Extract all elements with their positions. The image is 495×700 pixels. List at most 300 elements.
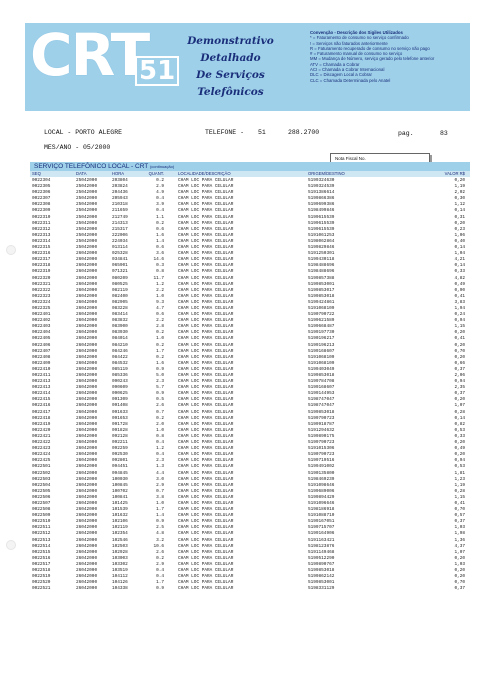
row-destination: 5199689006	[308, 488, 335, 494]
row-value: 1,19	[454, 482, 465, 488]
row-date: 26042000	[76, 507, 98, 513]
row-date: 25042000	[76, 238, 98, 244]
row-quantity: 3.2	[156, 537, 164, 543]
row-date: 26042000	[76, 318, 98, 324]
section-subtitle: (continuação)	[149, 164, 175, 169]
row-description: CHAM LOC PARA CELULAR	[178, 476, 234, 482]
row-value: 0,31	[454, 214, 465, 220]
row-value: 0,49	[454, 446, 465, 452]
row-date: 26042000	[76, 470, 98, 476]
row-value: 0,14	[454, 245, 465, 251]
column-header-value: VALOR R$	[444, 171, 465, 176]
row-value: 0,90	[454, 287, 465, 293]
row-destination: 5190790722	[308, 312, 335, 318]
row-quantity: 1.2	[156, 281, 164, 287]
row-description: CHAM LOC PARA CELULAR	[178, 190, 234, 196]
row-description: CHAM LOC PARA CELULAR	[178, 537, 234, 543]
row-destination: 5198747047	[308, 403, 335, 409]
row-seq: 0022507	[32, 500, 51, 506]
row-time: 212749	[112, 214, 128, 220]
row-date: 26042000	[76, 281, 98, 287]
row-destination: 5198469239	[308, 476, 335, 482]
row-date: 26042000	[76, 519, 98, 525]
row-quantity: 2.3	[156, 458, 164, 464]
row-time: 210318	[112, 202, 128, 208]
row-value: 1,07	[454, 403, 465, 409]
row-date: 26042000	[76, 525, 98, 531]
row-time: 104112	[112, 574, 128, 580]
row-destination: 5199324630	[308, 178, 335, 183]
row-seq: 0022320	[32, 275, 51, 281]
row-quantity: 0.4	[156, 568, 164, 573]
row-description: CHAM LOC PARA CELULAR	[178, 415, 234, 421]
row-time: 092211	[112, 440, 128, 446]
row-time: 091633	[112, 409, 128, 415]
row-quantity: 4.4	[156, 470, 164, 476]
row-time: 091309	[112, 397, 128, 403]
row-seq: 0022415	[32, 397, 51, 403]
row-value: 3,83	[454, 299, 465, 305]
row-quantity: 0.5	[156, 397, 164, 403]
row-quantity: 2.2	[156, 287, 164, 293]
row-seq: 0022309	[32, 208, 51, 214]
row-time: 101425	[112, 500, 128, 506]
row-quantity: 1.6	[156, 232, 164, 238]
row-date: 26042000	[76, 379, 98, 385]
row-description: CHAM LOC PARA CELULAR	[178, 336, 234, 342]
row-date: 26042000	[76, 537, 98, 543]
row-destination: 5191068109	[308, 354, 335, 360]
row-value: 0,20	[454, 342, 465, 348]
row-value: 4,37	[454, 543, 465, 549]
row-destination: 5199719516	[308, 458, 335, 464]
row-time: 083930	[112, 330, 128, 336]
row-value: 0,94	[454, 379, 465, 385]
row-time: 102119	[112, 525, 128, 531]
row-date: 26042000	[76, 354, 98, 360]
row-seq: 0022413	[32, 385, 51, 391]
row-value: 0,14	[454, 263, 465, 269]
row-description: CHAM LOC PARA CELULAR	[178, 427, 234, 433]
row-date: 26042000	[76, 476, 98, 482]
row-value: 4,21	[454, 257, 465, 263]
row-destination: 5191015306	[308, 446, 335, 452]
row-time: 103302	[112, 561, 128, 567]
row-time: 100702	[112, 488, 128, 494]
binder-hole	[6, 540, 16, 550]
row-seq: 0022316	[32, 251, 51, 257]
row-date: 25042000	[76, 208, 98, 214]
row-date: 26042000	[76, 275, 98, 281]
row-value: 0,94	[454, 458, 465, 464]
row-destination: 5199853017	[308, 287, 335, 293]
row-quantity: 3.0	[156, 476, 164, 482]
row-destination: 5199853001	[308, 281, 335, 287]
row-destination: 5191163421	[308, 537, 335, 543]
row-time: 090609	[112, 385, 128, 391]
row-seq: 0022417	[32, 409, 51, 415]
page-label: pag.	[398, 130, 414, 137]
row-description: CHAM LOC PARA CELULAR	[178, 494, 234, 500]
phone-label: TELEFONE -	[205, 129, 245, 136]
title-line-1: Demonstrativo Detalhado	[187, 35, 274, 64]
row-time: 211659	[112, 208, 128, 214]
row-quantity: 0.4	[156, 452, 164, 458]
legend-line: ATV = Chamada a Cobrar	[310, 61, 360, 67]
row-time: 034841	[112, 257, 128, 263]
row-destination: 5199866386	[308, 196, 335, 202]
row-time: 080525	[112, 281, 128, 287]
row-date: 26042000	[76, 580, 98, 586]
row-time: 091653	[112, 415, 128, 421]
row-destination: 5198062864	[308, 238, 335, 244]
row-seq: 0022406	[32, 342, 51, 348]
section-header	[30, 162, 470, 171]
row-time: 102503	[112, 543, 128, 549]
logo-area-code: 51	[135, 56, 179, 86]
table-row	[30, 586, 470, 592]
row-destination: 5199784708	[308, 379, 335, 385]
row-seq: 0022520	[32, 580, 51, 586]
row-value: 0,41	[454, 293, 465, 299]
row-description: CHAM LOC PARA CELULAR	[178, 574, 234, 580]
row-destination: 5198331129	[308, 586, 335, 592]
locality-label: LOCAL - PORTO ALEGRE	[44, 129, 123, 136]
row-value: 1,12	[454, 202, 465, 208]
row-destination: 5199164906	[308, 531, 335, 537]
row-destination: 5199890767	[308, 561, 335, 567]
row-destination: 5199853001	[308, 580, 335, 586]
row-date: 26042000	[76, 330, 98, 336]
row-quantity: 1.0	[156, 427, 164, 433]
row-seq: 0022517	[32, 561, 51, 567]
row-quantity: 1.4	[156, 513, 164, 519]
row-value: 0,20	[454, 440, 465, 446]
row-quantity: 2.5	[156, 525, 164, 531]
row-quantity: 0.2	[156, 555, 164, 561]
row-destination: 5199853018	[308, 409, 335, 415]
row-description: CHAM LOC PARA CELULAR	[178, 409, 234, 415]
row-description: CHAM LOC PARA CELULAR	[178, 403, 234, 409]
row-destination: 5191098646	[308, 482, 335, 488]
row-date: 26042000	[76, 433, 98, 439]
invoice-number-label: Nota Fiscal No.	[335, 156, 366, 161]
row-value: 0,66	[454, 360, 465, 366]
row-destination: 5198488696	[308, 269, 335, 275]
row-seq: 0022410	[32, 366, 51, 372]
row-description: CHAM LOC PARA CELULAR	[178, 433, 234, 439]
row-description: CHAM LOC PARA CELULAR	[178, 275, 234, 281]
row-time: 085119	[112, 366, 128, 372]
row-date: 25042000	[76, 184, 98, 190]
row-date: 25042000	[76, 232, 98, 238]
row-description: CHAM LOC PARA CELULAR	[178, 196, 234, 202]
row-description: CHAM LOC PARA CELULAR	[178, 208, 234, 214]
row-quantity: 1.6	[156, 360, 164, 366]
row-quantity: 0.9	[156, 366, 164, 372]
row-quantity: 0.4	[156, 440, 164, 446]
row-time: 102106	[112, 519, 128, 525]
row-value: 1,36	[454, 537, 465, 543]
row-quantity: 1.7	[156, 580, 164, 586]
row-date: 26042000	[76, 385, 98, 391]
row-time: 224034	[112, 238, 128, 244]
legend-line: R = Faturamento recuperado de consumo no serviço não pago	[310, 45, 430, 51]
row-quantity: 2.8	[156, 324, 164, 330]
row-destination: 5199430118	[308, 257, 335, 263]
row-date: 26042000	[76, 305, 98, 311]
row-date: 26042000	[76, 324, 98, 330]
row-destination: 5199168607	[308, 348, 335, 354]
row-destination: 5199699386	[308, 202, 335, 208]
row-seq: 0022321	[32, 281, 51, 287]
row-time: 071321	[112, 269, 128, 275]
row-description: CHAM LOC PARA CELULAR	[178, 226, 234, 232]
row-time: 222006	[112, 232, 128, 238]
row-value: 0,82	[454, 421, 465, 427]
row-seq: 0022304	[32, 178, 51, 183]
row-seq: 0022423	[32, 446, 51, 452]
row-value: 1,04	[454, 251, 465, 257]
row-quantity: 1.4	[156, 238, 164, 244]
row-quantity: 0.6	[156, 312, 164, 318]
row-value: 1,07	[454, 549, 465, 555]
row-description: CHAM LOC PARA CELULAR	[178, 500, 234, 506]
row-seq: 0022501	[32, 464, 51, 470]
row-seq: 0022313	[32, 232, 51, 238]
row-description: CHAM LOC PARA CELULAR	[178, 312, 234, 318]
row-value: 0,14	[454, 415, 465, 421]
row-quantity: 2.6	[156, 549, 164, 555]
row-value: 0,57	[454, 513, 465, 519]
row-destination: 5199790723	[308, 440, 335, 446]
row-value: 0,41	[454, 500, 465, 506]
row-date: 25042000	[76, 214, 98, 220]
row-description: CHAM LOC PARA CELULAR	[178, 373, 234, 378]
row-date: 26042000	[76, 360, 98, 366]
row-time: 214313	[112, 220, 128, 226]
row-quantity: 0.6	[156, 245, 164, 251]
row-date: 26042000	[76, 342, 98, 348]
row-time: 205943	[112, 196, 128, 202]
row-value: 0,20	[454, 354, 465, 360]
row-date: 26042000	[76, 494, 98, 500]
row-value: 0,70	[454, 580, 465, 586]
row-description: CHAM LOC PARA CELULAR	[178, 440, 234, 446]
row-seq: 0022508	[32, 507, 51, 513]
row-destination: 5199615539	[308, 226, 335, 232]
row-seq: 0022315	[32, 245, 51, 251]
row-value: 0,20	[454, 555, 465, 561]
row-description: CHAM LOC PARA CELULAR	[178, 184, 234, 190]
column-header-description: LOCALIDADE/DESCRIÇÃO	[178, 171, 231, 176]
row-seq: 0022314	[32, 238, 51, 244]
row-destination: 5191061253	[308, 232, 335, 238]
row-quantity: 0.2	[156, 330, 164, 336]
row-time: 083414	[112, 312, 128, 318]
row-date: 26042000	[76, 421, 98, 427]
row-seq: 0022519	[32, 574, 51, 580]
row-time: 083900	[112, 324, 128, 330]
row-description: CHAM LOC PARA CELULAR	[178, 281, 234, 287]
row-description: CHAM LOC PARA CELULAR	[178, 397, 234, 403]
row-description: CHAM LOC PARA CELULAR	[178, 568, 234, 573]
row-destination: 5191149468	[308, 549, 335, 555]
row-quantity: 1.1	[156, 214, 164, 220]
row-destination: 5190790723	[308, 452, 335, 458]
row-description: CHAM LOC PARA CELULAR	[178, 269, 234, 275]
row-description: CHAM LOC PARA CELULAR	[178, 464, 234, 470]
row-destination: 5190196217	[308, 336, 335, 342]
crt-logo: CRT	[30, 21, 149, 89]
phone-number: 288.2700	[288, 129, 320, 136]
row-destination: 5198123876	[308, 543, 335, 549]
row-quantity: 2.9	[156, 561, 164, 567]
row-description: CHAM LOC PARA CELULAR	[178, 513, 234, 519]
row-seq: 0022425	[32, 458, 51, 464]
row-date: 26042000	[76, 513, 98, 519]
row-time: 080209	[112, 275, 128, 281]
row-seq: 0022312	[32, 226, 51, 232]
row-description: CHAM LOC PARA CELULAR	[178, 293, 234, 299]
row-seq: 0022318	[32, 263, 51, 269]
row-date: 26042000	[76, 568, 98, 573]
row-seq: 0022422	[32, 440, 51, 446]
row-description: CHAM LOC PARA CELULAR	[178, 525, 234, 531]
row-description: CHAM LOC PARA CELULAR	[178, 446, 234, 452]
row-time: 082905	[112, 299, 128, 305]
row-destination: 5199196213	[308, 342, 335, 348]
row-time: 101539	[112, 507, 128, 513]
row-value: 1,15	[454, 494, 465, 500]
row-seq: 0022310	[32, 214, 51, 220]
row-value: 1,98	[454, 531, 465, 537]
section-title: SERVIÇO TELEFÔNICO LOCAL - CRT	[34, 163, 149, 170]
row-date: 26042000	[76, 452, 98, 458]
row-quantity: 0.8	[156, 269, 164, 275]
row-quantity: 2.9	[156, 184, 164, 190]
row-seq: 0022420	[32, 427, 51, 433]
row-seq: 0022503	[32, 476, 51, 482]
row-value: 0,20	[454, 397, 465, 403]
row-destination: 5199715707	[308, 525, 335, 531]
row-quantity: 1.0	[156, 500, 164, 506]
row-date: 26042000	[76, 549, 98, 555]
row-quantity: 3.9	[156, 202, 164, 208]
row-seq: 0022408	[32, 354, 51, 360]
row-time: 215317	[112, 226, 128, 232]
row-destination: 5199424861	[308, 299, 335, 305]
row-date: 26042000	[76, 397, 98, 403]
row-date: 26042000	[76, 427, 98, 433]
legend-line: CLC = Chamada Determinada pelo Anatel	[310, 77, 391, 83]
row-date: 26042000	[76, 403, 98, 409]
legend-line: # = Faturamento manual de consumo no serviço	[310, 51, 403, 57]
row-destination: 5199615539	[308, 214, 335, 220]
row-destination: 5191250301	[308, 251, 335, 257]
row-destination: 5199512290	[308, 555, 335, 561]
row-destination: 5199862142	[308, 574, 335, 580]
row-seq: 0022514	[32, 543, 51, 549]
row-seq: 0022322	[32, 287, 51, 293]
row-description: CHAM LOC PARA CELULAR	[178, 543, 234, 549]
row-quantity: 0.7	[156, 409, 164, 415]
row-description: CHAM LOC PARA CELULAR	[178, 519, 234, 525]
row-description: CHAM LOC PARA CELULAR	[178, 488, 234, 494]
row-time: 085336	[112, 373, 128, 378]
row-quantity: 0.2	[156, 342, 164, 348]
row-quantity: 1.0	[156, 293, 164, 299]
row-quantity: 0.2	[156, 178, 164, 183]
row-time: 094845	[112, 470, 128, 476]
row-date: 26042000	[76, 293, 98, 299]
row-seq: 0022311	[32, 220, 51, 226]
row-seq: 0022323	[32, 293, 51, 299]
column-header-quantity: QUANT.	[148, 171, 164, 176]
row-destination: 5199144953	[308, 391, 335, 397]
row-quantity: 0.3	[156, 263, 164, 269]
legend-line: DLC = Discagem Local a Cobrar	[310, 72, 372, 78]
row-quantity: 1.2	[156, 446, 164, 452]
row-description: CHAM LOC PARA CELULAR	[178, 348, 234, 354]
row-seq: 0022416	[32, 403, 51, 409]
row-date: 26042000	[76, 415, 98, 421]
row-destination: 5199167051	[308, 519, 335, 525]
row-description: CHAM LOC PARA CELULAR	[178, 385, 234, 391]
row-time: 091828	[112, 427, 128, 433]
row-destination: 5199853018	[308, 373, 335, 378]
row-quantity: 3.8	[156, 494, 164, 500]
row-date: 26042000	[76, 391, 98, 397]
row-time: 094451	[112, 464, 128, 470]
row-seq: 0022319	[32, 269, 51, 275]
row-seq: 0022404	[32, 330, 51, 336]
row-value: 2,02	[454, 190, 465, 196]
row-date: 26042000	[76, 482, 98, 488]
row-time: 091728	[112, 421, 128, 427]
row-quantity: 0.6	[156, 226, 164, 232]
row-value: 0,20	[454, 178, 465, 183]
row-seq: 0022308	[32, 202, 51, 208]
row-date: 25042000	[76, 245, 98, 251]
row-destination: 5199890175	[308, 433, 335, 439]
row-destination: 5199324539	[308, 184, 335, 190]
row-destination: 5190135800	[308, 470, 335, 476]
row-date: 26042000	[76, 440, 98, 446]
row-quantity: 0.8	[156, 433, 164, 439]
row-value: 0,70	[454, 507, 465, 513]
row-date: 26042000	[76, 561, 98, 567]
row-time: 101632	[112, 513, 128, 519]
row-time: 091408	[112, 403, 128, 409]
row-value: 0,41	[454, 336, 465, 342]
row-time: 084246	[112, 348, 128, 354]
row-seq: 0022418	[32, 415, 51, 421]
row-destination: 5199615539	[308, 220, 335, 226]
row-destination: 5191386614	[308, 190, 335, 196]
row-seq: 0022518	[32, 568, 51, 573]
row-quantity: 3.6	[156, 251, 164, 257]
phone-area-code: 51	[258, 129, 266, 136]
row-destination: 5191068109	[308, 360, 335, 366]
row-description: CHAM LOC PARA CELULAR	[178, 549, 234, 555]
row-time: 100841	[112, 494, 128, 500]
row-destination: 5199668487	[308, 324, 335, 330]
row-date: 26042000	[76, 299, 98, 305]
row-value: 0,30	[454, 196, 465, 202]
row-time: 084532	[112, 360, 128, 366]
column-header-date: DATA	[76, 171, 87, 176]
